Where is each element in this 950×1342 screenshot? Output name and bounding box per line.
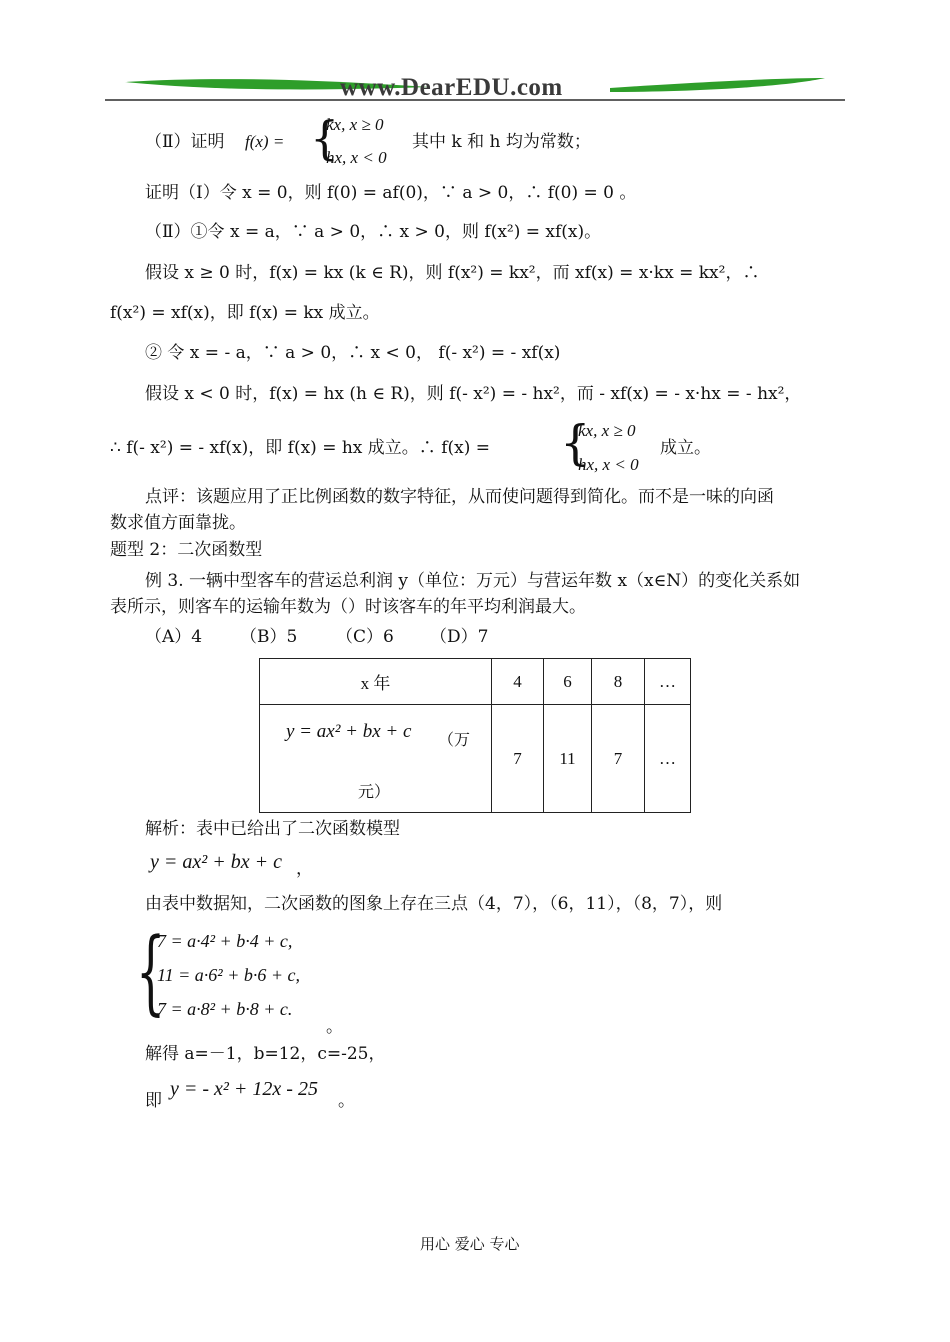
proof-line-7-case2: hx, x < 0 — [578, 455, 639, 474]
part2-case2: hx, x < 0 — [326, 148, 387, 167]
part2-prefix: （Ⅱ）证明 — [145, 132, 225, 152]
proof-line-6: 假设 x < 0 时，f(x) = hx (h ∈ R)，则 f(- x²) = - hx²，而 - xf(x) = - x·hx = - hx²， — [145, 384, 802, 404]
part2-suffix: 其中 k 和 h 均为常数； — [412, 132, 591, 152]
table-cell — [260, 705, 492, 813]
table-cell: x 年 — [260, 659, 492, 705]
row2-label-eq: y = ax² + bx + c — [286, 721, 412, 742]
table-cell: 7 — [492, 705, 544, 813]
system-eq-2: 11 = a·6² + b·6 + c, — [157, 965, 300, 985]
page-footer: 用心 爱心 专心 — [420, 1235, 520, 1253]
table-cell: 4 — [492, 659, 544, 705]
option-d: （D）7 — [430, 627, 489, 647]
section-title: 题型 2：二次函数型 — [110, 540, 263, 560]
system-eq-3: 7 = a·8² + b·8 + c. — [157, 999, 293, 1019]
example-line-2: 表所示，则客车的运输年数为（）时该客车的年平均利润最大。 — [110, 597, 586, 617]
solution-model: y = ax² + bx + c — [150, 851, 282, 873]
proof-line-7-brace: { — [560, 415, 591, 471]
swoosh-right — [610, 78, 825, 92]
table-cell: 6 — [544, 659, 592, 705]
proof-line-3: 假设 x ≥ 0 时，f(x) = kx (k ∈ R)，则 f(x²) = kx²，而 xf(x) = x·kx = kx²，∴ — [145, 263, 760, 283]
table-row — [260, 705, 691, 813]
system-eq-1: 7 = a·4² + b·4 + c, — [157, 931, 293, 951]
proof-line-7-post: 成立。 — [660, 438, 711, 458]
proof-line-7-pre: ∴ f(- x²) = - xf(x)，即 f(x) = hx 成立。∴ f(x) = — [110, 438, 490, 458]
table-cell: … — [645, 659, 691, 705]
site-logo: www.DearEDU.com — [340, 74, 563, 101]
solution-line-2: 由表中数据知，二次函数的图象上存在三点（4，7），（6，11），（8，7），则 — [145, 894, 723, 914]
option-a: （A）4 — [145, 627, 203, 647]
option-b: （B）5 — [240, 627, 298, 647]
proof-line-2: （Ⅱ）①令 x = a，∵ a > 0，∴ x > 0，则 f(x²) = xf(x)。 — [145, 222, 602, 242]
table-cell: 8 — [592, 659, 645, 705]
part2-func: f(x) = — [245, 132, 285, 151]
row2-label-unit-2: 元） — [358, 784, 391, 801]
option-c: （C）6 — [336, 627, 394, 647]
comment-line-2: 数求值方面靠拢。 — [110, 513, 246, 533]
solution-line-4-post: 。 — [338, 1091, 355, 1111]
solution-line-3: 解得 a=－1，b=12，c=-25， — [145, 1044, 386, 1064]
table-cell: … — [645, 705, 691, 813]
solution-final-eq: y = - x² + 12x - 25 — [170, 1078, 318, 1100]
comment-line-1: 点评：该题应用了正比例函数的数字特征，从而使问题得到简化。而不是一味的向函 — [145, 487, 774, 507]
row2-label-unit-1: （万 — [438, 732, 471, 749]
proof-line-7-case1: kx, x ≥ 0 — [578, 421, 636, 440]
data-table — [259, 658, 691, 813]
system-brace: { — [136, 918, 166, 1025]
example-line-1: 例 3. 一辆中型客车的营运总利润 y（单位：万元）与营运年数 x（x∈N）的变化关系如 — [145, 571, 801, 591]
proof-line-1: 证明（Ⅰ）令 x = 0，则 f(0) = af(0)，∵ a > 0，∴ f(0) = 0 。 — [145, 183, 637, 203]
solution-line-4-pre: 即 — [145, 1091, 162, 1111]
system-end: 。 — [326, 1017, 343, 1037]
table-cell: 7 — [592, 705, 645, 813]
proof-line-4: f(x²) = xf(x)，即 f(x) = kx 成立。 — [110, 303, 380, 323]
table-row — [260, 659, 691, 705]
proof-line-5: ② 令 x = - a，∵ a > 0，∴ x < 0， f(- x²) = - xf(x) — [145, 343, 561, 363]
part2-case1: kx, x ≥ 0 — [326, 115, 384, 134]
part2-brace: { — [310, 111, 340, 165]
solution-model-comma: ， — [296, 859, 313, 879]
solution-line-1: 解析：表中已给出了二次函数模型 — [145, 819, 400, 839]
table-cell: 11 — [544, 705, 592, 813]
